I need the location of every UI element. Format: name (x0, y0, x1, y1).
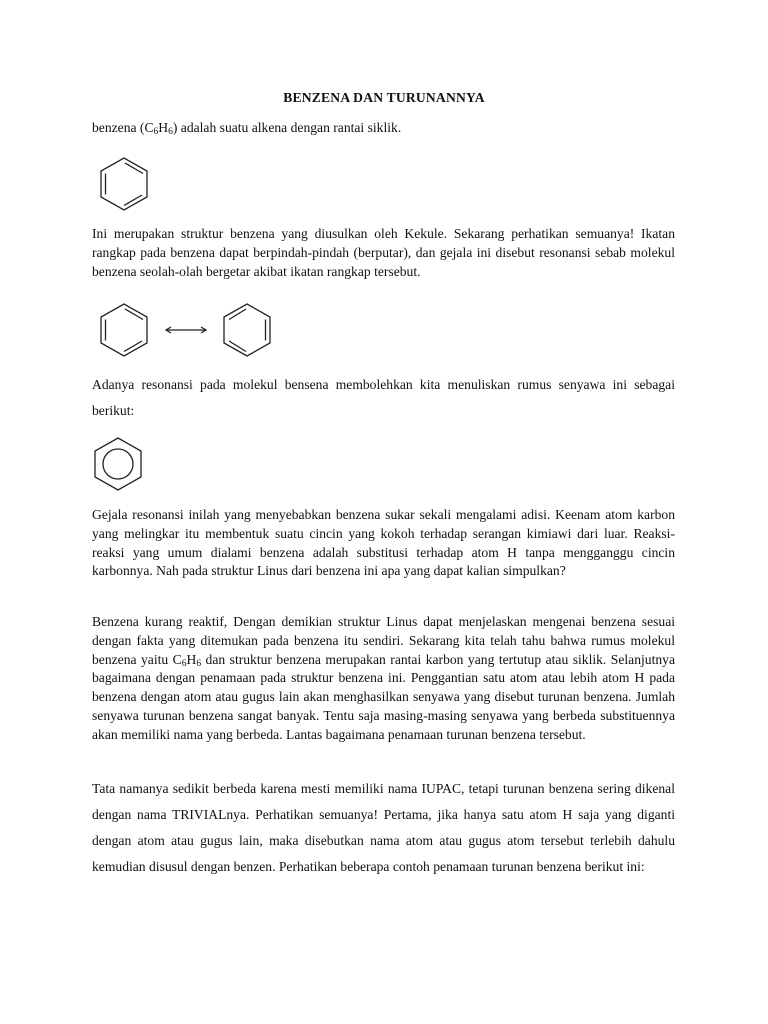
aromatic-circle (103, 449, 133, 479)
intro-subscript-1: 6 (153, 127, 159, 137)
hexagon-ring (95, 438, 141, 490)
linus-text-2: H (186, 651, 197, 667)
paragraph-resonansi: Adanya resonansi pada molekul bensena membolehkan kita menuliskan rumus senyawa ini sebagai berikut: (92, 377, 675, 418)
double-bond-line (125, 309, 143, 320)
intro-text-1: benzena (C (92, 120, 154, 135)
hexagon-ring-right (224, 304, 270, 356)
intro-text-3: ) adalah suatu alkena dengan rantai siklik. (172, 120, 402, 135)
hexagon-ring (101, 158, 147, 210)
linus-subscript-2: 6 (196, 658, 202, 669)
paragraph-linus (92, 613, 675, 745)
paragraph-kekule: Ini merupakan struktur benzena yang diusulkan oleh Kekule. Sekarang perhatikan semuanya! Ikatan rangkap pada benzena dapat berpindah-pindah (berputar), dan gejala ini disebut resonansi sebab molekul benzena seolah-olah bergetar akibat ikatan rangkap tersebut. (92, 226, 675, 279)
linus-text-3: dan struktur benzena merupakan rantai karbon yang tertutup atau siklik. Selanjutnya bagaimana dengan penamaan pada struktur benzena ini. Penggantian satu atom atau lebih atom H pada benzena dengan atom atau gugus lain akan menghasilkan senyawa yang disebut turunan benzena. Jumlah senyawa turunan benzena sangat banyak. Tentu saja masing-masing senyawa yang berbeda substituennya akan memiliki nama yang berbeda. Lantas bagaimana penamaan turunan benzena tersebut. (92, 651, 675, 742)
double-bond-line (125, 163, 143, 174)
intro-line (92, 120, 401, 136)
benzene-circle-structure-icon (90, 435, 146, 495)
page-title: BENZENA DAN TURUNANNYA (283, 90, 485, 105)
hexagon-ring-left (101, 304, 147, 356)
linus-text-1: Benzena kurang reaktif, Dengan demikian struktur Linus dapat menjelaskan mengenai benzena sesuai dengan fakta yang ditemukan pada benzena itu sendiri. Sekarang kita telah tahu bahwa rumus molekul benzena yaitu C (92, 614, 675, 667)
double-bond-line (124, 195, 142, 206)
double-bond-line (229, 309, 246, 320)
linus-subscript-1: 6 (181, 658, 187, 669)
benzene-resonance-pair-icon (94, 300, 284, 360)
intro-text-2: H (158, 120, 169, 135)
intro-subscript-2: 6 (168, 127, 173, 137)
benzene-kekule-structure-icon (96, 155, 152, 215)
paragraph-tata-nama: Tata namanya sedikit berbeda karena mesti memiliki nama IUPAC, tetapi turunan benzena sering dikenal dengan nama TRIVIALnya. Perhatikan semuanya! Pertama, jika hanya satu atom H saja yang diganti dengan atom atau gugus lain, maka disebutkan nama atom atau gugus atom tersebut terlebih dahulu kemudian disusul dengan benzen. Perhatikan beberapa contoh penamaan turunan benzena berikut ini: (92, 781, 675, 874)
paragraph-gejala: Gejala resonansi inilah yang menyebabkan benzena sukar sekali mengalami adisi. Keenam atom karbon yang melingkar itu membentuk suatu cincin yang kokoh terhadap serangan kimiawi dari luar. Reaksi-reaksi yang umum dialami benzena adalah substitusi terhadap atom H tanpa mengganggu cincin karbonnya. Nah pada struktur Linus dari benzena ini apa yang dapat kalian simpulkan? (92, 507, 675, 579)
double-bond-line (124, 341, 142, 352)
